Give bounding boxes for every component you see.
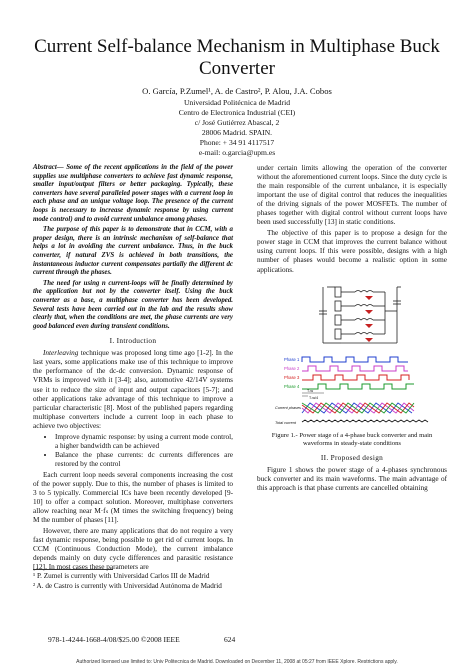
phase-label-3: Phase 3 xyxy=(284,374,300,380)
abstract-paragraph: The purpose of this paper is to demonstrate that in CCM, with a proper design, there is an intrinsic mechanism of self-balance that helps a lot in avoiding the current unbalance. Thus, in the buck converter, if natural ZVS is achieved in both transitions, the instantaneous inductor current compensates partially the different dc current through the phases. xyxy=(33,226,233,277)
affiliation-line: c/ José Gutiérrez Abascal, 2 xyxy=(194,118,280,128)
footnote-rule xyxy=(33,569,113,570)
affiliation-line: 28006 Madrid. SPAIN. xyxy=(201,128,273,138)
total-current-trace xyxy=(302,420,428,422)
phase-3-waveform xyxy=(302,375,409,380)
abstract-paragraph: Some of the recent applications in the field of the power supplies use multiphase converters to achieve fast dynamic response, smaller input/output filters or better packaging. Typically, these converters have several paralleled power stages with a current loop in each phase and an unique voltage loop. The presence of the current loops is necessary to increase dynamic response by using current mode control) and to avoid current unbalance among phases. xyxy=(33,164,233,223)
abstract-lead: Abstract— xyxy=(33,164,64,171)
footnote: ² A. de Castro is currently with Universidad Autónoma de Madrid xyxy=(33,581,222,590)
section-heading-introduction: I. Introduction xyxy=(109,336,157,346)
list-item: • Improve dynamic response: by using a current mode control, a higher bandwidth can be achieved xyxy=(55,433,233,451)
phase-label-1: Phase 1 xyxy=(284,356,300,362)
affiliation-line: Phone: + 34 91 4117517 xyxy=(199,138,275,148)
figure-1 xyxy=(257,281,447,429)
phase-label-2: Phase 2 xyxy=(284,365,300,371)
body-paragraph: Figure 1 shows the power stage of a 4-phases synchronous buck converter and its main waveforms. The main advantage of this approach is that phase currents are cancelled obtaining xyxy=(257,466,447,493)
total-current-label: Total current xyxy=(275,420,296,425)
figure-caption: Figure 1.- Power stage of a 4-phase buck converter and main waveforms in steady-state conditions xyxy=(271,431,433,447)
footnote: ¹ P. Zumel is currently with Universidad Carlos III de Madrid xyxy=(33,572,210,580)
download-notice: Authorized licensed use limited to: Univ Politecnica de Madrid. Downloaded on December 11, 2008 at 05:27 from IEEE Xplore. Restrictions apply. xyxy=(76,659,398,665)
current-phases-label: Current phases xyxy=(275,405,301,410)
affiliation-line: Centro de Electronica Industrial (CEI) xyxy=(178,108,296,118)
phase-1-waveform xyxy=(302,357,408,362)
phase-label-4: Phase 4 xyxy=(284,383,300,389)
author-list: O. García, P.Zumel¹, A. de Castro², P. Alou, J.A. Cobos xyxy=(142,86,332,96)
affiliation-line: Universidad Politécnica de Madrid xyxy=(183,98,291,107)
phase-2-waveform xyxy=(302,366,408,371)
list-item: • Balance the phase currents: dc currents differences are restored by the control xyxy=(55,451,233,469)
body-paragraph: However, there are many applications that do not require a very fast dynamic response, being possible to get rid of current loops. In CCM (Continuous Conduction Mode), the current imbalance depends mainly on duty cycle differences and parasitic resistance [12]. In most cases these parameters are xyxy=(33,527,233,572)
right-column xyxy=(257,164,447,495)
buck-converter-schematic xyxy=(319,287,401,343)
figure-1-graphic xyxy=(257,281,447,429)
abstract xyxy=(33,164,233,331)
paper-title: Current Self-balance Mechanism in Multiphase Buck Converter xyxy=(34,36,440,79)
emphasis-term: Interleaving xyxy=(43,349,79,358)
left-column xyxy=(33,164,233,574)
tsw-annotation: Tₛw xyxy=(307,388,314,393)
section-heading-proposed-design: II. Proposed design xyxy=(320,452,384,462)
body-paragraph xyxy=(33,349,233,430)
affiliation-email[interactable]: e-mail: o.garcia@upm.es xyxy=(198,148,276,158)
affiliation-block xyxy=(0,98,474,159)
footnotes xyxy=(33,569,233,591)
tsw4-annotation: Tₛw/4 xyxy=(309,395,319,400)
footer-isbn: 978-1-4244-1668-4/08/$25.00 ©2008 IEEE xyxy=(48,635,180,644)
body-paragraph: Each current loop needs several components increasing the cost of the power supply. Due to this, the number of phases is limited to 3 to 5 typically. Commercial ICs have been recently developed [9-10] to offer a compact solution. Moreover, multiphase converters allow reaching near M·fₛ (M times the switching frequency) being M the number of phases [11]. xyxy=(33,470,233,525)
objectives-list xyxy=(33,433,233,469)
paragraph-text: technique was proposed long time ago [1-2]. In the last years, some applications make use of this technique to improve the performance of the dc-dc conversion. Dynamic response of VRMs is improved with it [3-4]; also, automotive 42/14V systems use it to reduce the size of input and output capacitors [5-7]; and other applications take advantage of this technique to improve a particular characteristic [8]. Most of the published papers regarding multiphase converters include a current loop in each phase to achieve two objectives: xyxy=(33,349,233,430)
phase-4-waveform xyxy=(302,384,414,389)
body-paragraph: under certain limits allowing the operation of the converter without the aforementioned current loops. Since the duty cycle is the main responsible of the current unbalance, it is especially important the use of digital control that reduces the inequalities of the driving signals of the power MOSFETs. The number of phases together with digital control without current loops have been used successfully [13] in static conditions. xyxy=(257,164,447,227)
page-number: 624 xyxy=(224,635,236,644)
body-paragraph: The objective of this paper is to propose a design for the power stage in CCM that improves the current balance without using current loops. If this were possible, designs with a high number of phases would become a realistic option in some applications. xyxy=(257,229,447,274)
abstract-paragraph: The need for using n current-loops will be finally determined by the application but not by the converter itself. Using the buck converter as a base, a multiphase converter has been developed. Several tests have been carried out in the lab and the results show clearly that, when the conditions are met, the phase currents are very good balanced even during transient conditions. xyxy=(33,279,233,330)
